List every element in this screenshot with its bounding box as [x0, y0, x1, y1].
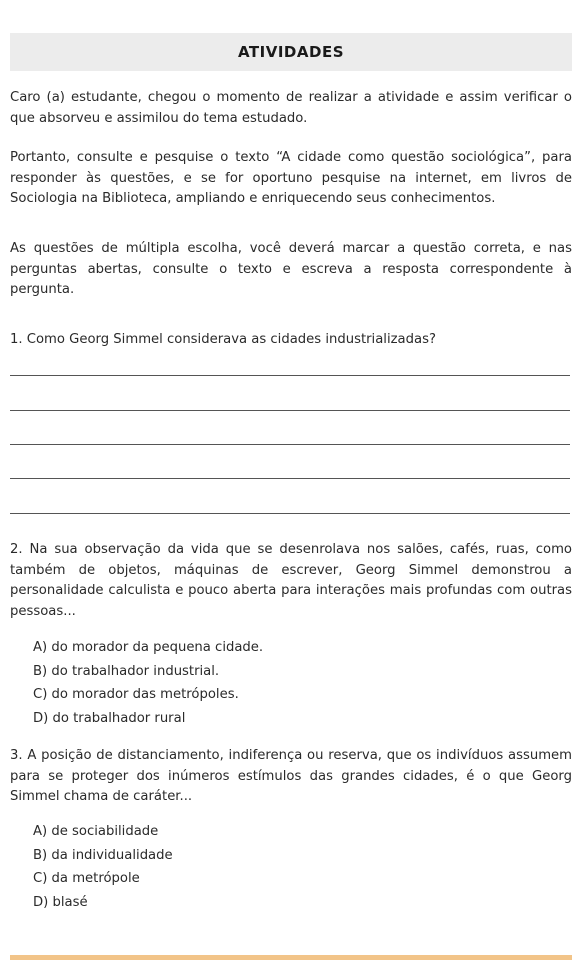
question-3-option-b[interactable]: B) da individualidade — [33, 847, 173, 863]
question-2-option-c[interactable]: C) do morador das metrópoles. — [33, 687, 239, 702]
question-2-option-a[interactable]: A) do morador da pequena cidade. — [33, 640, 264, 655]
question-2-option-d[interactable]: D) do trabalhador rural — [33, 710, 186, 726]
question-3-text: 3. A posição de distanciamento, indiferença ou reserva, que os indivíduos assumem para se proteger dos inúmeros estímulos das grandes cidades, é o que Georg Simmel chama de caráter... — [10, 748, 572, 804]
question-1-text: 1. Como Georg Simmel considerava as cidades industrializadas? — [10, 332, 436, 347]
answer-line-1[interactable] — [10, 375, 570, 376]
answer-line-2[interactable] — [10, 410, 570, 411]
intro-paragraph-1: Caro (a) estudante, chegou o momento de realizar a atividade e assim verificar o que absorveu e assimilou do tema estudado. — [10, 90, 572, 126]
answer-line-4[interactable] — [10, 478, 570, 479]
question-3-option-a[interactable]: A) de sociabilidade — [33, 824, 159, 839]
question-2-option-b[interactable]: B) do trabalhador industrial. — [33, 663, 220, 679]
intro-paragraph-3: As questões de múltipla escolha, você deverá marcar a questão correta, e nas perguntas abertas, consulte o texto e escreva a resposta correspondente à pergunta. — [10, 241, 572, 297]
question-2-text: 2. Na sua observação da vida que se desenrolava nos salões, cafés, ruas, como também de objetos, máquinas de escrever, Georg Simmel demonstrou a personalidade calculista e pouco aberta para interações mais profundas com outras pessoas... — [10, 542, 572, 619]
intro-paragraph-2: Portanto, consulte e pesquise o texto “A cidade como questão sociológica”, para responder às questões, e se for oportuno pesquise na internet, em livros de Sociologia na Biblioteca, ampliando e enriquecendo seus conhecimentos. — [10, 150, 572, 206]
question-2-options — [33, 636, 553, 730]
answer-line-3[interactable] — [10, 444, 570, 445]
bottom-divider — [10, 955, 572, 960]
question-3-options — [33, 820, 553, 914]
question-3-option-c[interactable]: C) da metrópole — [33, 871, 140, 886]
answer-line-5[interactable] — [10, 513, 570, 514]
page-title: ATIVIDADES — [10, 33, 572, 71]
question-3-option-d[interactable]: D) blasé — [33, 894, 88, 910]
